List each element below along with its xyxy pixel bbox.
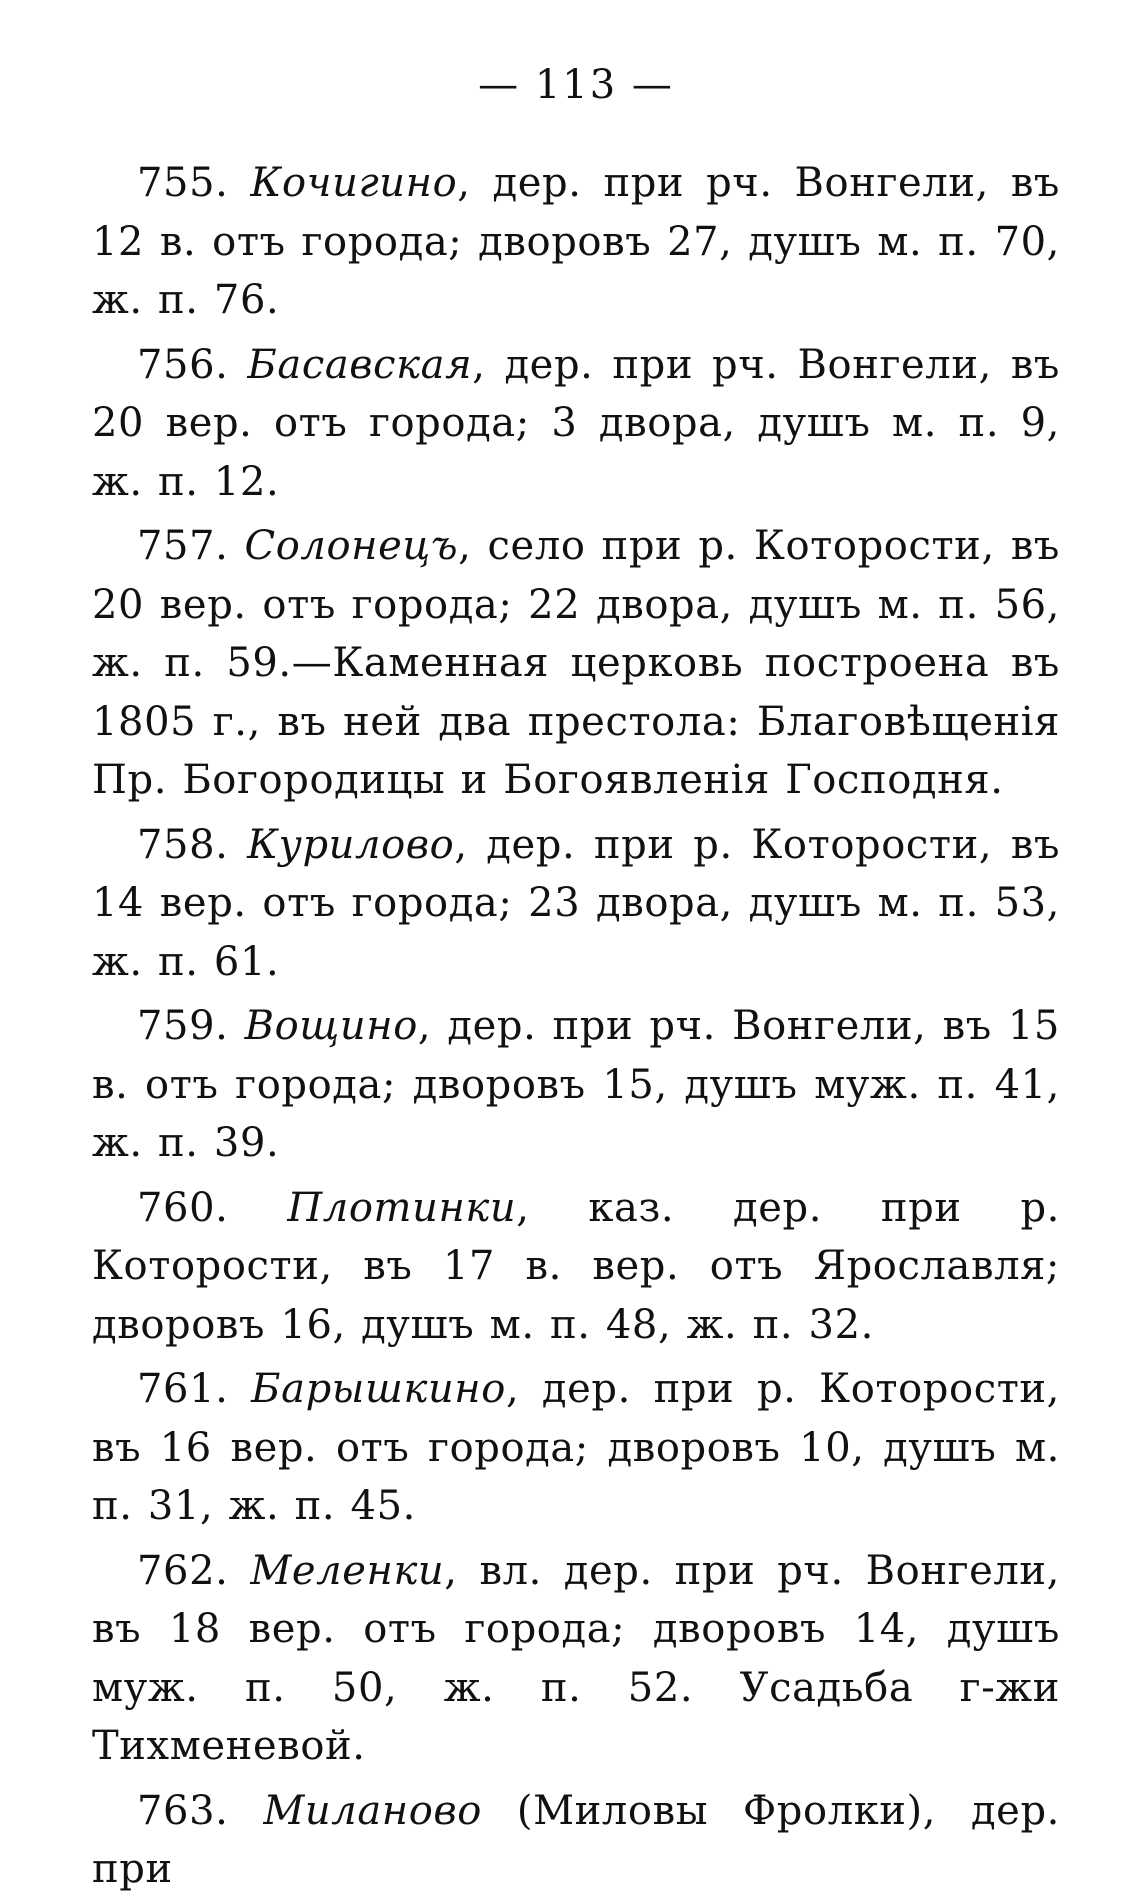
entry-763 — [92, 1782, 1060, 1899]
entry-762 — [92, 1542, 1060, 1776]
entry-text: (Миловы Фролки), дер. при — [92, 1787, 1060, 1892]
place-name: Курилово — [247, 821, 455, 868]
entry-number: 755. — [137, 160, 229, 206]
entry-number: 756. — [137, 341, 229, 388]
page-number: — 113 — — [478, 62, 674, 108]
entry-number: 759. — [137, 1003, 229, 1049]
entry-759 — [92, 997, 1060, 1173]
place-name: Басавская — [247, 341, 473, 388]
entry-text: , дер. при рч. Вонгели, въ 15 в. отъ города; дворовъ 15, душъ муж. п. 41, ж. п. 39. — [92, 1003, 1060, 1166]
entry-text: , дер. при рч. Вонгели, въ 20 вер. отъ города; 3 двора, душъ м. п. 9, ж. п. 12. — [92, 341, 1060, 505]
entry-number: 762. — [137, 1547, 229, 1594]
entry-756 — [92, 336, 1060, 512]
entry-text: , дер. при рч. Вонгели, въ 12 в. отъ города; дворовъ 27, душъ м. п. 70, ж. п. 76. — [92, 160, 1060, 323]
place-name: Миланово — [263, 1787, 482, 1834]
place-name: Кочигино — [250, 160, 458, 206]
place-name: Солонецъ — [244, 523, 459, 569]
entry-text: , каз. дер. при р. Которости, въ 17 в. вер. отъ Ярославля; дворовъ 16, душъ м. п. 48, ж. п. 32. — [92, 1184, 1060, 1348]
entry-number: 763. — [137, 1787, 229, 1834]
entry-text: , село при р. Которости, въ 20 вер. отъ города; 22 двора, душъ м. п. 56, ж. п. 59.—Каменная церковь построена въ 1805 г., въ ней два престола: Благовѣщенія Пр. Богородицы и Богоявленія Господня. — [92, 523, 1060, 803]
entry-757 — [92, 517, 1060, 810]
entry-761 — [92, 1360, 1060, 1536]
entry-number: 761. — [137, 1366, 229, 1412]
entry-758 — [92, 816, 1060, 992]
entry-number: 758. — [137, 821, 229, 868]
entry-text: , дер. при р. Которости, въ 14 вер. отъ города; 23 двора, душъ м. п. 53, ж. п. 61. — [92, 821, 1060, 985]
place-name: Барышкино — [251, 1366, 506, 1412]
book-page — [92, 60, 1060, 1892]
entry-755 — [92, 154, 1060, 330]
place-name: Вощино — [244, 1003, 418, 1049]
entry-text: , вл. дер. при рч. Вонгели, въ 18 вер. отъ города; дворовъ 14, душъ муж. п. 50, ж. п. 52. Усадьба г-жи Тихменевой. — [92, 1547, 1060, 1769]
entry-number: 757. — [137, 523, 229, 569]
entry-text: , дер. при р. Которости, въ 16 вер. отъ города; дворовъ 10, душъ м. п. 31, ж. п. 45. — [92, 1366, 1060, 1529]
entry-number: 760. — [137, 1184, 229, 1231]
place-name: Меленки — [250, 1547, 445, 1594]
entry-760 — [92, 1179, 1060, 1355]
place-name: Плотинки — [287, 1184, 517, 1231]
